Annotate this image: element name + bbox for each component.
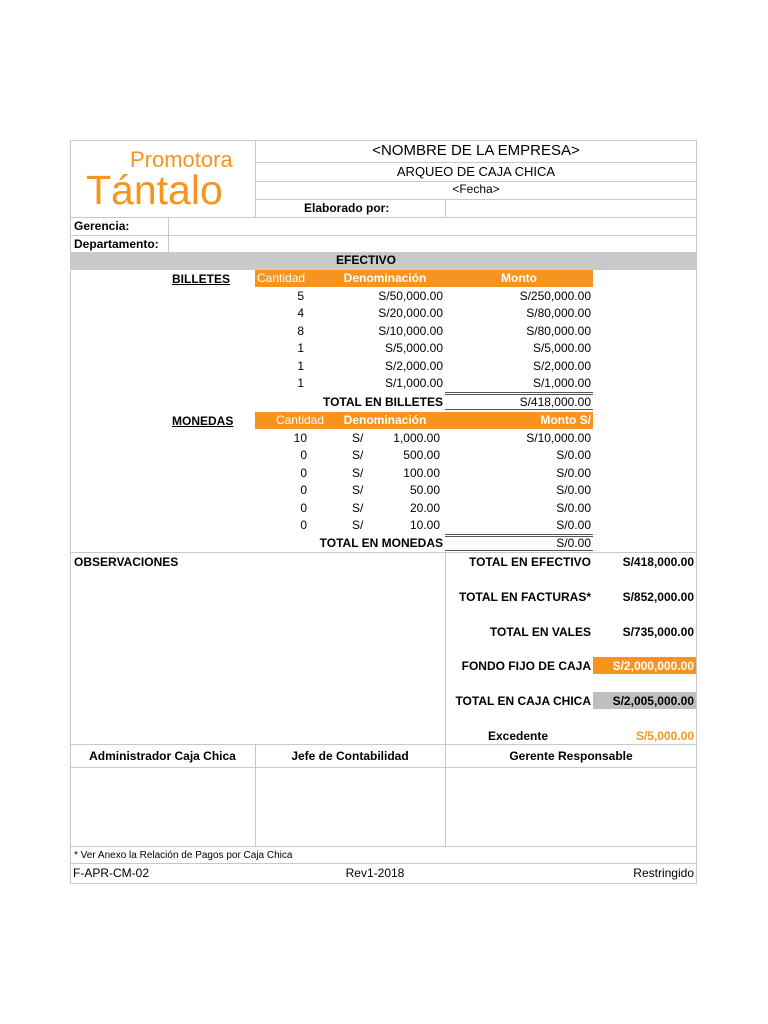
bill-amount: S/80,000.00	[526, 323, 591, 338]
cash-count-form	[70, 140, 697, 883]
prepared-by-label: Elaborado por:	[304, 201, 390, 215]
bill-amount: S/80,000.00	[526, 306, 591, 321]
coins-total-underline	[445, 550, 593, 551]
border-top	[70, 140, 697, 141]
section-line	[70, 846, 697, 847]
footnote: * Ver Anexo la Relación de Pagos por Caja Chica	[74, 850, 293, 861]
summary-value: S/852,000.00	[622, 590, 694, 604]
company-name: <NOMBRE DE LA EMPRESA>	[372, 142, 580, 159]
form-classification: Restringido	[633, 866, 694, 880]
section-line	[70, 552, 697, 553]
section-line	[70, 767, 697, 768]
summary-value: S/5,000.00	[635, 729, 694, 743]
coin-qty: 0	[300, 465, 307, 480]
bill-qty: 4	[297, 306, 304, 321]
coins-total-value: S/0.00	[556, 536, 591, 550]
coin-denomination: 50.00	[409, 483, 440, 498]
bill-amount: S/250,000.00	[519, 289, 591, 303]
management-field[interactable]	[170, 218, 694, 234]
coin-qty: 0	[300, 500, 307, 515]
bills-total-rule	[445, 392, 593, 393]
header-line	[255, 162, 697, 163]
signature-box-admin[interactable]	[72, 769, 253, 844]
bills-col-qty: Cantidad	[257, 271, 306, 285]
summary-value: S/2,000,000.00	[612, 659, 694, 673]
coins-col-amount: Monto S/	[540, 413, 591, 427]
section-line	[70, 863, 697, 864]
coin-currency: S/	[352, 518, 364, 532]
signature-box-accounting[interactable]	[257, 769, 443, 844]
coin-amount: S/0.00	[556, 500, 591, 515]
signature-title-accounting: Jefe de Contabilidad	[291, 749, 409, 763]
form-code: F-APR-CM-02	[73, 866, 150, 880]
coin-amount: S/0.00	[556, 448, 591, 463]
bill-denomination: S/10,000.00	[378, 323, 443, 338]
coins-total-label: TOTAL EN MONEDAS	[319, 536, 443, 550]
bills-total-value: S/418,000.00	[519, 395, 591, 409]
coins-total-rule	[445, 534, 593, 535]
coin-amount: S/0.00	[556, 465, 591, 480]
coin-currency: S/	[352, 483, 364, 498]
bill-denomination: S/1,000.00	[384, 376, 443, 390]
coin-denomination: 500.00	[403, 448, 440, 463]
date-placeholder: <Fecha>	[452, 182, 500, 196]
summary-value: S/2,005,000.00	[612, 694, 694, 708]
coin-amount: S/0.00	[556, 483, 591, 498]
coin-currency: S/	[352, 431, 364, 445]
bill-amount: S/1,000.00	[532, 376, 591, 390]
signature-title-manager: Gerente Responsable	[509, 749, 633, 763]
logo-line2: Tántalo	[86, 167, 223, 213]
coin-currency: S/	[352, 465, 364, 480]
coins-col-denom: Denominación	[343, 413, 427, 427]
bill-amount: S/5,000.00	[532, 341, 591, 356]
coin-denomination: 10.00	[409, 518, 440, 532]
bills-total-underline	[445, 409, 593, 410]
bill-qty: 1	[297, 376, 304, 390]
bill-qty: 1	[297, 341, 304, 356]
bills-col-denom: Denominación	[343, 271, 427, 285]
department-label: Departamento:	[74, 237, 159, 251]
bill-qty: 8	[297, 323, 304, 338]
bill-amount: S/2,000.00	[532, 358, 591, 373]
coin-denomination: 1,000.00	[393, 431, 440, 445]
summary-label: TOTAL EN FACTURAS*	[458, 590, 591, 604]
bill-denomination: S/2,000.00	[384, 358, 443, 373]
coin-denomination: 100.00	[403, 465, 440, 480]
summary-label: FONDO FIJO DE CAJA	[461, 659, 591, 673]
logo-line1: Promotora	[130, 147, 233, 172]
coin-denomination: 20.00	[409, 500, 440, 515]
coin-currency: S/	[352, 448, 364, 463]
summary-label: Excedente	[488, 729, 549, 743]
section-line	[70, 744, 697, 745]
form-revision: Rev1-2018	[345, 866, 405, 880]
bills-label: BILLETES	[172, 272, 231, 286]
bill-qty: 5	[297, 289, 304, 303]
coin-currency: S/	[352, 500, 364, 515]
coins-label: MONEDAS	[172, 414, 234, 428]
summary-label: TOTAL EN VALES	[489, 625, 591, 639]
form-title: ARQUEO DE CAJA CHICA	[396, 164, 556, 179]
bills-total-label: TOTAL EN BILLETES	[322, 395, 443, 409]
department-field[interactable]	[170, 236, 694, 252]
coin-qty: 0	[300, 483, 307, 498]
coin-qty: 10	[293, 431, 307, 445]
summary-value: S/418,000.00	[622, 555, 694, 569]
prepared-by-field[interactable]	[448, 200, 693, 216]
bill-denomination: S/50,000.00	[378, 289, 443, 303]
summary-label: TOTAL EN CAJA CHICA	[455, 694, 591, 708]
cash-section-title: EFECTIVO	[335, 253, 396, 267]
observations-label: OBSERVACIONES	[74, 555, 179, 569]
info-divider	[168, 217, 169, 252]
observations-divider	[445, 552, 446, 744]
bills-col-amount: Monto	[501, 271, 537, 285]
observations-field[interactable]	[74, 572, 440, 740]
header-line	[445, 199, 446, 217]
bill-qty: 1	[297, 358, 304, 373]
border-bottom	[70, 883, 697, 884]
coin-amount: S/0.00	[556, 518, 591, 532]
management-label: Gerencia:	[74, 219, 130, 233]
signature-title-admin: Administrador Caja Chica	[89, 749, 236, 763]
signature-box-manager[interactable]	[447, 769, 694, 844]
coin-amount: S/10,000.00	[526, 431, 591, 445]
summary-value: S/735,000.00	[622, 625, 694, 639]
coins-col-qty: Cantidad	[275, 413, 325, 427]
coin-qty: 0	[300, 518, 307, 532]
bill-denomination: S/5,000.00	[384, 341, 443, 356]
bill-denomination: S/20,000.00	[378, 306, 443, 321]
summary-label: TOTAL EN EFECTIVO	[468, 555, 591, 569]
coin-qty: 0	[300, 448, 307, 463]
